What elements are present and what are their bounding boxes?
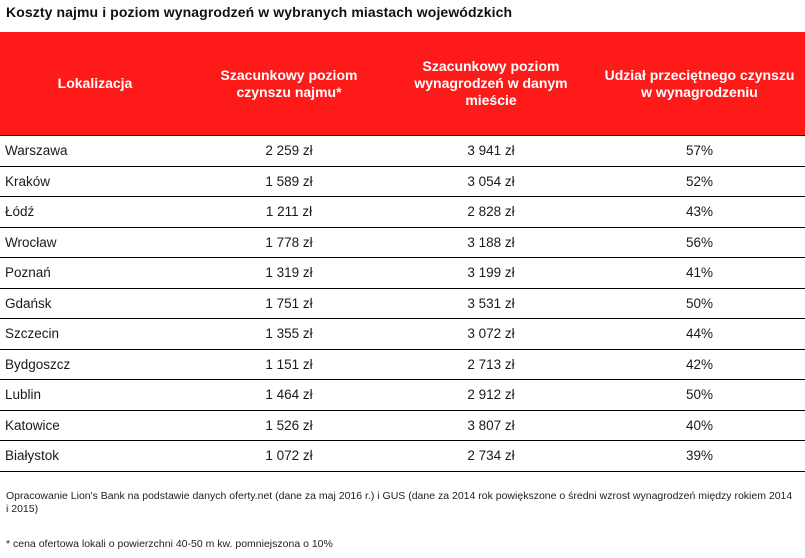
cell-salary: 2 912 zł <box>467 387 515 403</box>
header-rent: Szacunkowy poziom czynszu najmu* <box>220 66 358 100</box>
cell-city: Poznań <box>5 265 51 281</box>
cell-rent: 1 319 zł <box>265 265 313 281</box>
table-row <box>0 319 805 350</box>
header-salary: Szacunkowy poziom wynagrodzeń w danym mieście <box>414 58 568 108</box>
header-location: Lokalizacja <box>57 75 133 91</box>
cell-share: 56% <box>685 234 714 250</box>
cell-city: Warszawa <box>5 143 68 159</box>
cell-share: 42% <box>685 356 714 372</box>
page-title: Koszty najmu i poziom wynagrodzeń w wybranych miastach wojewódzkich <box>6 4 513 20</box>
cell-rent: 1 589 zł <box>265 173 313 189</box>
cell-share: 57% <box>685 143 714 159</box>
table-row <box>0 136 805 167</box>
source-note: Opracowanie Lion's Bank na podstawie danych oferty.net (dane za maj 2016 r.) i GUS (dane za 2014 rok powiększone o średni wzrost wynagrodzeń między rokiem 2014 i 2015) <box>6 490 793 515</box>
cell-share: 43% <box>685 204 714 220</box>
cell-salary: 3 807 zł <box>467 417 515 433</box>
cell-city: Białystok <box>5 448 60 464</box>
cell-city: Wrocław <box>5 234 57 250</box>
cell-city: Kraków <box>5 173 51 189</box>
cell-salary: 3 054 zł <box>467 173 515 189</box>
cell-salary: 2 734 zł <box>467 448 515 464</box>
table-row <box>0 197 805 228</box>
cell-share: 50% <box>685 295 714 311</box>
cell-rent: 1 072 zł <box>265 448 313 464</box>
cell-city: Szczecin <box>5 326 60 342</box>
cell-salary: 2 713 zł <box>467 356 515 372</box>
table-row <box>0 289 805 320</box>
cell-share: 50% <box>685 387 714 403</box>
table-row <box>0 380 805 411</box>
cell-rent: 1 751 zł <box>265 295 313 311</box>
table-row <box>0 258 805 289</box>
cell-salary: 3 199 zł <box>467 265 515 281</box>
cell-city: Gdańsk <box>5 295 52 311</box>
cell-share: 40% <box>685 417 714 433</box>
cell-salary: 2 828 zł <box>467 204 515 220</box>
table-row <box>0 167 805 198</box>
header-share: Udział przeciętnego czynszu w wynagrodzeniu <box>604 66 795 100</box>
cell-share: 52% <box>685 173 714 189</box>
cell-city: Lublin <box>5 387 42 403</box>
cell-city: Katowice <box>5 417 60 433</box>
cell-rent: 1 151 zł <box>265 356 313 372</box>
data-table <box>0 32 805 472</box>
cell-rent: 1 778 zł <box>265 234 313 250</box>
table-body <box>0 135 805 472</box>
cell-salary: 3 188 zł <box>467 234 515 250</box>
table-header <box>0 32 805 135</box>
cell-share: 44% <box>685 326 714 342</box>
table-row <box>0 411 805 442</box>
cell-rent: 2 259 zł <box>265 143 313 159</box>
cell-city: Łódź <box>5 204 35 220</box>
table-row <box>0 228 805 259</box>
cell-city: Bydgoszcz <box>5 356 71 372</box>
cell-salary: 3 941 zł <box>467 143 515 159</box>
cell-rent: 1 355 zł <box>265 326 313 342</box>
cell-salary: 3 531 zł <box>467 295 515 311</box>
table-row <box>0 350 805 381</box>
cell-rent: 1 464 zł <box>265 387 313 403</box>
cell-rent: 1 526 zł <box>265 417 313 433</box>
cell-rent: 1 211 zł <box>265 204 313 220</box>
cell-share: 39% <box>685 448 714 464</box>
cell-share: 41% <box>685 265 714 281</box>
footnote: * cena ofertowa lokali o powierzchni 40-50 m kw. pomniejszona o 10% <box>6 538 333 550</box>
table-row <box>0 441 805 472</box>
cell-salary: 3 072 zł <box>467 326 515 342</box>
